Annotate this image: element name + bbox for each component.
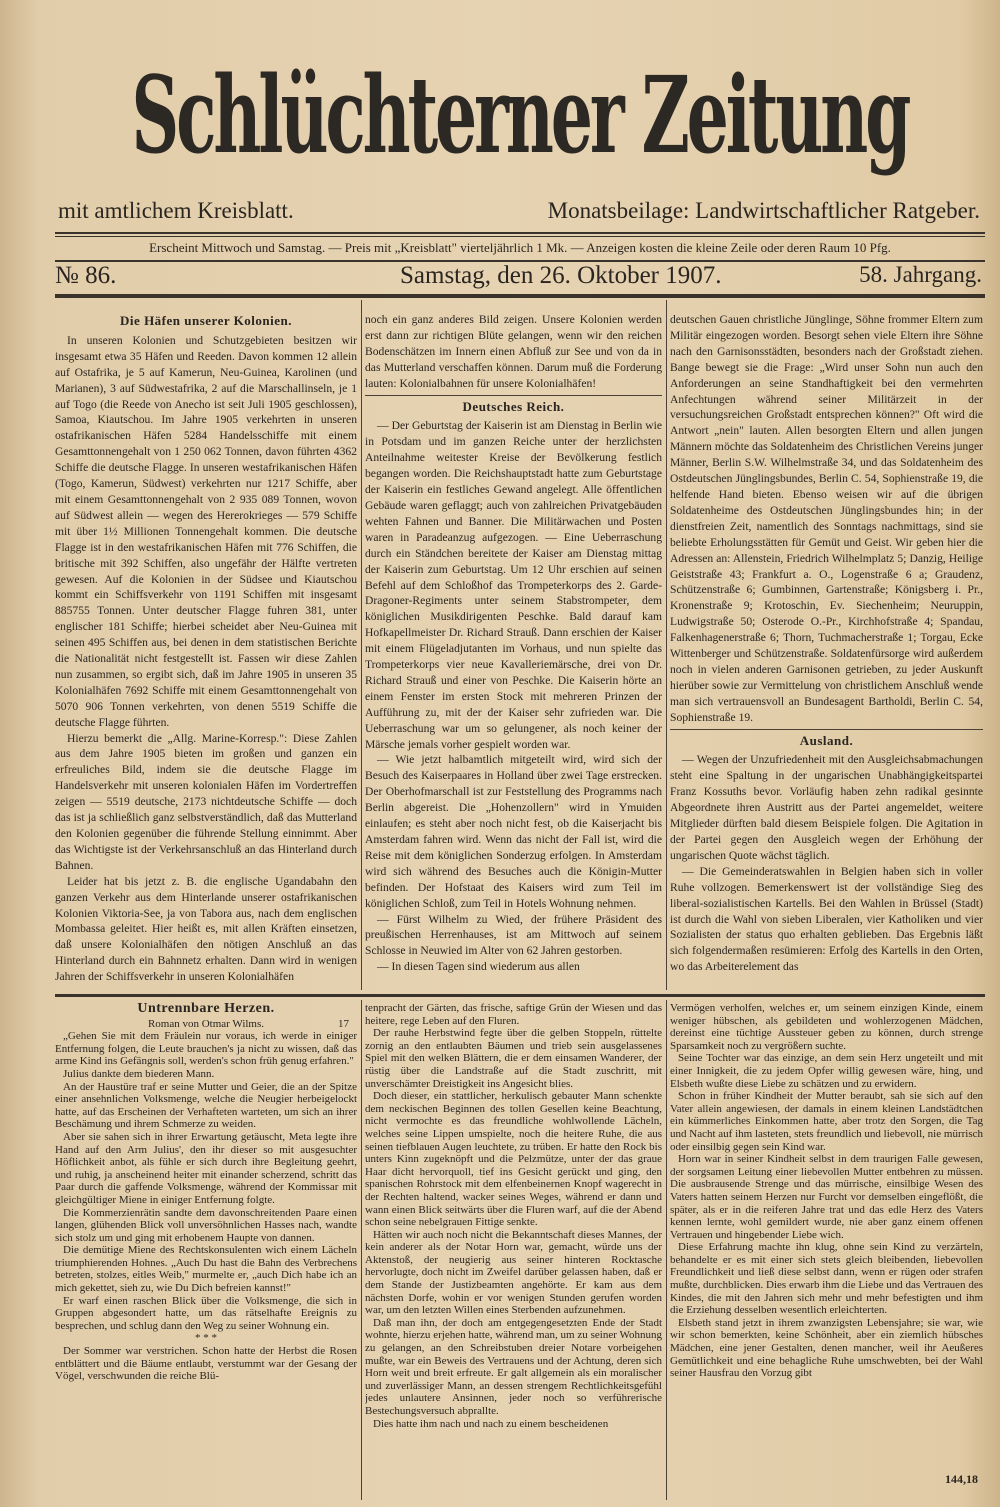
header-rule bbox=[55, 232, 985, 234]
paragraph: Seine Tochter war das einzige, an dem sein Herz ungeteilt und mit einer Innigkeit, die zu jedem Opfer willig gewesen wäre, hing, und Elsbeth wußte diese Liebe zu schätzen und zu erwidern. bbox=[670, 1052, 983, 1090]
installment-number: 17 bbox=[338, 1017, 349, 1030]
paragraph: deutschen Gauen christliche Jünglinge, Söhne frommer Eltern zum Militär eingezogen worden. Besorgt sehen viele Eltern ihre Söhne nach den Garnisonsstädten, besonders nach der Großstadt ziehen. Bange bewegt sie die Frage: „Wird unser Sohn nun auch den Anforderungen an seine Standhaftigkeit bei den vermehrten Anfechtungen während seiner Militärzeit in der versuchungsreichen Großstadt entsprechen können?" Oft wird die Antwort „nein" lauten. Allen besorgten Eltern und allen jungen Männern möchte das Soldatenheim des Christlichen Vereins junger Männer, Berlin S.W. Wilhelmstraße 34, und das Soldatenheim des Ostdeutschen Jünglingsbundes, Berlin C. 54, Sophienstraße 19, die helfende Hand bieten. Ebenso weisen wir auf die übrigen Soldatenheime des Ostdeutschen Jünglingsbundes hin; in der dienstfreien Zeit, namentlich des Sonntags nachmittags, sind sie beliebte Erholungsstätten für Gemüt und Geist. Wir geben hier die Adressen an: Allenstein, Friedrich Wilhelmplatz 5; Danzig, Heilige Geiststraße 43; Frankfurt a. O., Logenstraße 6 a; Graudenz, Schützenstraße 6; Gumbinnen, Gartenstraße; Königsberg i. Pr., Kronenstraße 9; Krotoschin, Ev. Siechenheim; Neuruppin, Ludwigstraße 50; Osterode O.-Pr., Kirchhofstraße 4; Spandau, Falkenhagenerstraße 6; Thorn, Tuchmacherstraße 1; Torgau, Ecke Wittenberger und Schützenstraße. Soldatenfürsorge wird außerdem noch in vielen anderen Garnisonen getrieben, zu jeder Auskunft hierüber sowie zur Vermittelung von christlichem Anschluß wende man sich vertrauensvoll an Bundesagent Bartholdi, Berlin C. 54, Sophienstraße 19. bbox=[670, 313, 983, 724]
novel-title: Untrennbare Herzen. bbox=[137, 1002, 275, 1016]
section-heading: Deutsches Reich. bbox=[462, 398, 565, 414]
paragraph: Der rauhe Herbstwind fegte über die gelben Stoppeln, rüttelte zornig an den entlaubten Bäumen und trieb sein ausgelassenes Spiel mit den welken Blättern, die er dem einsamen Wanderer, der rüstig über die Landstraße auf die Stadt zuschritt, mit unverschämter Dreistigkeit ins Angesicht blies. bbox=[365, 1027, 662, 1090]
paragraph: „Gehen Sie mit dem Fräulein nur voraus, ich werde in einiger Entfernung folgen, die Leute brauchen's ja nicht zu wissen, daß das arme Kind ins Gefängnis soll, werden's schon früh genug erfahren." bbox=[55, 1030, 357, 1068]
section-heading: Ausland. bbox=[799, 732, 854, 748]
date-rule bbox=[55, 294, 985, 298]
paragraph: Diese Erfahrung machte ihn klug, ohne sein Kind zu verzärteln, behandelte er es mit einer sich stets gleich bleibenden, liebevollen Freundlichkeit und ließ diese selbst dann, wenn er rügen oder strafen mußte, durchblicken. Dies erwarb ihm die Liebe und das Vertrauen des Kindes, die mit den Jahren sich mehr und mehr befestigten und ihm die Erziehung desselben wesentlich erleichterten. bbox=[670, 1241, 983, 1317]
paragraph: — Wie jetzt halbamtlich mitgeteilt wird, wird sich der Besuch des Kaiserpaares in Holland über zwei Tage erstrecken. Der Oberhofmarschall ist zur Feststellung des Programms nach Berlin abgereist. Die „Hohenzollern" wird in Ymuiden einlaufen; es steht aber noch nicht fest, ob die Kaiserjacht bis Amsterdam fahren wird. Wenn das nicht der Fall ist, wird die Reise mit dem königlichen Sonderzug erfolgen. In Amsterdam wird sich während des Besuches auch die Königin-Mutter befinden. Der Hofstaat des Kaisers wird zum Teil im königlichen Schloß, zum Teil in Hotels Wohnung nehmen. bbox=[365, 753, 662, 910]
column-divider bbox=[361, 1000, 362, 1500]
paragraph: In unseren Kolonien und Schutzgebieten besitzen wir insgesamt etwa 35 Häfen und Reeden. Davon kommen 12 allein auf Ostafrika, je 5 auf Kamerun, Neu-Guinea, Karolinen (und Marianen), 3 auf Südwestafrika, 2 auf die Marschallinseln, je 1 auf Togo (die Reede von Anecho ist seit Juli 1905 geschlossen), Samoa, Kiautschou. Im Jahre 1905 verkehrten in unseren ostafrikanischen Häfen 5284 Handelsschiffe mit einem Gesamttonnengehalt von 1 250 062 Tonnen, davon führten 4362 Schiffe die deutsche Flagge. In unseren westafrikanischen Häfen (Togo, Kamerun, Südwest) verkehrten nur 1217 Schiffe, aber mit einem Gesamttonnengehalt von 2 935 089 Tonnen, wovon auf Südwest allein — wegen des Hererokrieges — 579 Schiffe mit über 1½ Millionen Tonnengehalt kommen. Die deutsche Flagge ist in den westafrikanischen Häfen mit 776 Schiffen, die britische mit 392 Schiffen, also ungefähr der Hälfte vertreten gewesen. Auf die Kolonien in der Südsee und Kiautschou kommt ein Schiffsverkehr von 1191 Schiffen mit insgesamt 885755 Tonnen. Unter deutscher Flagge fuhren 381, unter englischer 181 Schiffe; hierbei scheidet aber Neu-Guinea mit seinen 495 Schiffen aus, bei denen in dem statistischen Berichte die Nationalität nicht festgestellt ist. Fassen wir diese Zahlen nun zusammen, so ergibt sich, daß im Jahre 1905 in unseren 35 Kolonialhäfen 7692 Schiffe mit einem Gesamttonnengehalt von 5070 906 Tonnen verkehrten, von denen 5519 Schiffe die deutsche Flagge führten. bbox=[55, 333, 357, 729]
paragraph: Daß man ihn, der doch am entgegengesetzten Ende der Stadt wohnte, hierzu erjehen hatte, während man, um zu seiner Wohnung zu gelangen, an den Schreibstuben dreier Notare vorbeigehen mußte, war ein Beweis des Vertrauens und der Achtung, deren sich Horn weit und breit erfreute. Er galt allgemein als ein moralischer und zuverlässiger Mann, an dessen strengem Rechtlichkeitsgefühl jedes unlautere Ansinnen, jeder noch so verführerische Bestechungsversuch abprallte. bbox=[365, 1316, 662, 1417]
serial-novel bbox=[55, 1002, 357, 1502]
serial-novel-continued bbox=[365, 1002, 662, 1502]
article-heading: Die Häfen unserer Kolonien. bbox=[120, 313, 292, 328]
paragraph: Die demütige Miene des Rechtskonsulenten wich einem Lächeln triumphierenden Hohnes. „Auch Du hast die Bahn des Verbrechens betreten, stolzes, eitles Weib," murmelte er, „auch Dich habe ich an mich gekettet, sieh zu, wie Du Dich befreien kannst!" bbox=[55, 1244, 357, 1295]
subtitle-right: Monatsbeilage: Landwirtschaftlicher Ratgeber. bbox=[547, 198, 980, 223]
paragraph: Dies hatte ihm nach und nach zu einem bescheidenen bbox=[373, 1417, 609, 1430]
paragraph: Der Sommer war verstrichen. Schon hatte der Herbst die Rosen entblättert und die Bäume entlaubt, verstummt war der Gesang der Vögel, verschwunden die reiche Blü- bbox=[55, 1345, 357, 1383]
publication-info: Erscheint Mittwoch und Samstag. — Preis mit „Kreisblatt" vierteljährlich 1 Mk. — Anzeigen kosten die kleine Zeile oder deren Raum 10 Pfg. bbox=[149, 240, 891, 255]
section-break: * * * bbox=[195, 1332, 217, 1345]
issue-date: Samstag, den 26. Oktober 1907. bbox=[400, 262, 722, 289]
column-divider bbox=[361, 300, 362, 990]
paragraph: Horn war in seiner Kindheit selbst in dem traurigen Falle gewesen, der sorgsamen Leitung einer liebevollen Mutter entbehren zu müssen. Die ausbrausende Strenge und das mürrische, einsilbige Wesen des Vaters hatten seinem Herzen nur Furcht vor demselben eingeflößt, die später, als er in die reiferen Jahre trat und das edle Herz des Vaters kennen lernte, wohl gemildert wurde, nie aber ganz einem offenen Vertrauen und hingebender Liebe wich. bbox=[670, 1153, 983, 1241]
section-rule bbox=[670, 729, 983, 730]
paragraph: Julius dankte dem biederen Mann. bbox=[63, 1067, 215, 1080]
paragraph: Elsbeth stand jetzt in ihrem zwanzigsten Lebensjahre; sie war, wie wir schon bemerkten, keine Schönheit, aber ein ziemlich hübsches Mädchen, eine jener Gestalten, denen mancher, weil ihr Aeußeres Gemütlichkeit und eine behagliche Ruhe umschwebten, bei der Wahl seiner Hausfrau den Vorzug gibt bbox=[670, 1316, 983, 1380]
volume-year: 58. Jahrgang. bbox=[859, 262, 982, 287]
paragraph: Schon in früher Kindheit der Mutter beraubt, sah sie sich auf den Vater allein angewiesen, der damals in einem kleinen Landstädtchen ein kümmerliches Einkommen hatte, aber trotz den Sorgen, die Tag und Nacht auf ihm lasteten, stets freundlich und liebevoll, nie mürrisch oder einsilbig gegen sein Kind war. bbox=[670, 1090, 983, 1153]
article-colonial-ports bbox=[55, 310, 357, 990]
column-divider bbox=[666, 1000, 667, 1500]
paragraph: An der Haustüre traf er seine Mutter und Geier, die an der Spitze einer ansehnlichen Volksmenge, welche die Neugier herbeigelockt hatte, auf das Erscheinen der Verhafteten warteten, um sich an ihrer Beschämung und ihrem Schmerze zu weiden. bbox=[55, 1080, 357, 1131]
subtitle-left: mit amtlichem Kreisblatt. bbox=[58, 198, 294, 223]
header-rule bbox=[55, 236, 985, 237]
paragraph: Leider hat bis jetzt z. B. die englische Ugandabahn den ganzen Verkehr aus dem Hinterlande unserer ostafrikanischen Kolonien Viktoria-See, ja von Tabora aus, nach dem englischen Mombassa geleitet. Hier heißt es, mit allen Kräften einsetzen, daß unsere Kolonialhäfen den nötigen Anschluß an das Hinterland durch ein Bahnnetz erhalten. Dann wird in wenigen Jahren der Schiffsverkehr in unseren Kolonialhäfen bbox=[55, 874, 357, 984]
paragraph: — Die Gemeinderatswahlen in Belgien haben sich in voller Ruhe vollzogen. Bemerkenswert ist der vollständige Sieg des liberal-sozialistischen Kartells. Bei den Wahlen in Brüssel (Stadt) ist durch die Wahl von sieben Liberalen, vier Katholiken und vier Sozialisten der status quo erhalten geblieben. Das Ergebnis läßt sich folgendermaßen resümieren: Erfolg des Kartells in den Orten, wo das Arbeiterelement das bbox=[670, 864, 983, 974]
article-abroad bbox=[670, 312, 983, 990]
issue-number: № 86. bbox=[55, 262, 117, 289]
byline-row bbox=[55, 1018, 357, 1031]
paragraph: Aber sie sahen sich in ihrer Erwartung getäuscht, Meta legte ihre Hand auf den Arm Julius', den ihr dieser so mit ausgesuchter Höflichkeit anbot, als fühle er sich durch ihre Begleitung geehrt, und ruhig, ja anscheinend heiter mit einander scherzend, schritt das Paar durch die gaffende Volksmenge, während der Kommissar mit gleichgültiger Miene in einiger Entfernung folgte. bbox=[55, 1130, 357, 1206]
paragraph: — Wegen der Unzufriedenheit mit den Ausgleichsabmachungen steht eine Spaltung in der ungarischen Unabhängigkeitspartei Franz Kossuths bevor. Vorläufig haben zehn radikal gesinnte Abgeordnete ihren Austritt aus der Partei angemeldet, weitere Mitglieder dürften bald diesem Beispiele folgen. Die Agitation in der Partei gegen den Ausgleich wegen der Erhöhung der ungarischen Quote wächst täglich. bbox=[670, 753, 983, 862]
paragraph: — Fürst Wilhelm zu Wied, der frühere Präsident des preußischen Herrenhauses, ist am Mittwoch auf seinem Schlosse in Neuwied im Alter von 62 Jahren gestorben. bbox=[365, 912, 662, 958]
section-rule bbox=[365, 395, 662, 396]
paragraph: Er warf einen raschen Blick über die Volksmenge, die sich in Gruppen abgesondert hatte, um das rätselhafte Ereignis zu besprechen, und schlug dann den Weg zu seiner Wohnung ein. bbox=[55, 1294, 357, 1332]
paragraph: Doch dieser, ein stattlicher, herkulisch gebauter Mann schenkte dem neckischen Beginnen des tollen Gesellen keine Beachtung, nicht vermochte es das freundliche wohlwollende Lächeln, welches seine Lippen umspielte, noch die heitere Ruhe, die aus seinen tiefblauen Augen leuchtete, zu trüben. Er hatte den Rock bis unters Kinn zugeknöpft und die Pelzmütze, unter der das graue Haar dicht hervorquoll, tief ins Gesicht gerückt und ging, den spanischen Rohrstock mit dem elfenbeinernen Knopf wagerecht in der Rechten haltend, wacker seines Weges, während er dann und wann einen Blick seitwärts über die Fluren warf, auf die der Abend schon seine nebelgrauen Fittige senkte. bbox=[365, 1090, 662, 1229]
paragraph: noch ein ganz anderes Bild zeigen. Unsere Kolonien werden erst dann zur richtigen Blüte gelangen, wenn wir den reichen Bodenschätzen im Innern einen Abfluß zur See und von da in das Mutterland verschaffen können. Darum muß die Forderung lauten: Kolonialbahnen für unsere Kolonialhäfen! bbox=[365, 313, 662, 390]
feuilleton-rule bbox=[55, 994, 985, 997]
paragraph: — In diesen Tagen sind wiederum aus allen bbox=[377, 960, 580, 974]
novel-byline: Roman von Otmar Wilms. bbox=[147, 1017, 265, 1030]
paragraph: Vermögen verholfen, welches er, um seinem einzigen Kinde, einem weniger hübschen, als gebildeten und wohlerzogenen Mädchen, dereinst eine tüchtige Aussteuer geben zu können, durch strenge Sparsamkeit noch zu vergrößern suchte. bbox=[670, 1002, 983, 1052]
paragraph: Hierzu bemerkt die „Allg. Marine-Korresp.": Diese Zahlen aus dem Jahre 1905 bieten im großen und ganzen ein erfreuliches Bild, indem sie die deutsche Flagge im Handelsverkehr mit unseren kolonialen Häfen im Vordertreffen zeigen — 5519 deutsche, 2173 nichtdeutsche Schiffe — doch das ist ja schließlich ganz selbstverständlich, daß das Mutterland den Kolonien gegenüber die führende Stellung einnimmt. Aber das Wichtigste ist der Verkehrsanschluß an das Hinterland durch Bahnen. bbox=[55, 731, 357, 872]
column-divider bbox=[666, 300, 667, 990]
paragraph: — Der Geburtstag der Kaiserin ist am Dienstag in Berlin wie in Potsdam und im ganzen Reiche unter der herzlichsten Anteilnahme weitester Kreise der Bevölkerung festlich begangen worden. Die Reichshauptstadt hatte zum Geburtstage der Kaiserin ein festliches Gewand angelegt. Alle öffentlichen Gebäude waren geflaggt; auch von zahlreichen Privatgebäuden wehten Fahnen und Banner. Die Militärwachen und Posten waren in Paradeanzug aufgezogen. — Eine Ueberraschung durch ein Ständchen bereitete der Kaiser am Dienstag mittag der Kaiserin zum Geburtstag. Um 12 Uhr erschien auf seinen Befehl auf dem Schloßhof das Trompeterkorps des 2. Garde-Dragoner-Regiments unter seinem Stabstrompeter, dem königlichen Musikdirigenten Peschke. Bald darauf kam Hofkapellmeister Dr. Richard Strauß. Dann erschien der Kaiser mit einem Flügeladjutanten im Vorhaus, und nun spielte das Trompeterkorps vier neue Kavalleriemärsche, drei von Dr. Richard Strauß und einer von Peschke. Die Kaiserin hörte an einem Fenster im ersten Stock mit mehreren Prinzen der Aufführung zu, mit der der Kaiser sehr zufrieden war. Die Ueberraschung war um so gelungener, als noch keiner der Märsche jemals vorher gespielt worden war. bbox=[365, 419, 662, 751]
masthead-title: Schlüchterner Zeitung bbox=[131, 52, 909, 178]
paragraph: Die Kommerzienrätin sandte dem davonschreitenden Paare einen langen, glühenden Blick voll unversöhnlichen Hasses nach, wandte sich stolz um und ging mit erhobenem Haupte von dannen. bbox=[55, 1206, 357, 1244]
footer-mark: 144,18 bbox=[945, 1472, 978, 1486]
paragraph: tenpracht der Gärten, das frische, saftige Grün der Wiesen und das heitere, rege Leben auf den Fluren. bbox=[365, 1002, 662, 1027]
serial-novel-continued bbox=[670, 1002, 983, 1468]
paragraph: Hätten wir auch noch nicht die Bekanntschaft dieses Mannes, der kein anderer als der Notar Horn war, gemacht, würde uns der Aktenstoß, der neugierig aus seiner hinteren Rocktasche hervorlugte, doch nicht im Zweifel darüber gelassen haben, daß er dem Stande der Justizbeamten angehörte. Er kam aus dem nächsten Dorfe, wohin er vor wenigen Stunden gerufen worden war, um den letzten Willen eines Sterbenden aufzunehmen. bbox=[365, 1228, 662, 1317]
article-german-reich bbox=[365, 312, 662, 990]
